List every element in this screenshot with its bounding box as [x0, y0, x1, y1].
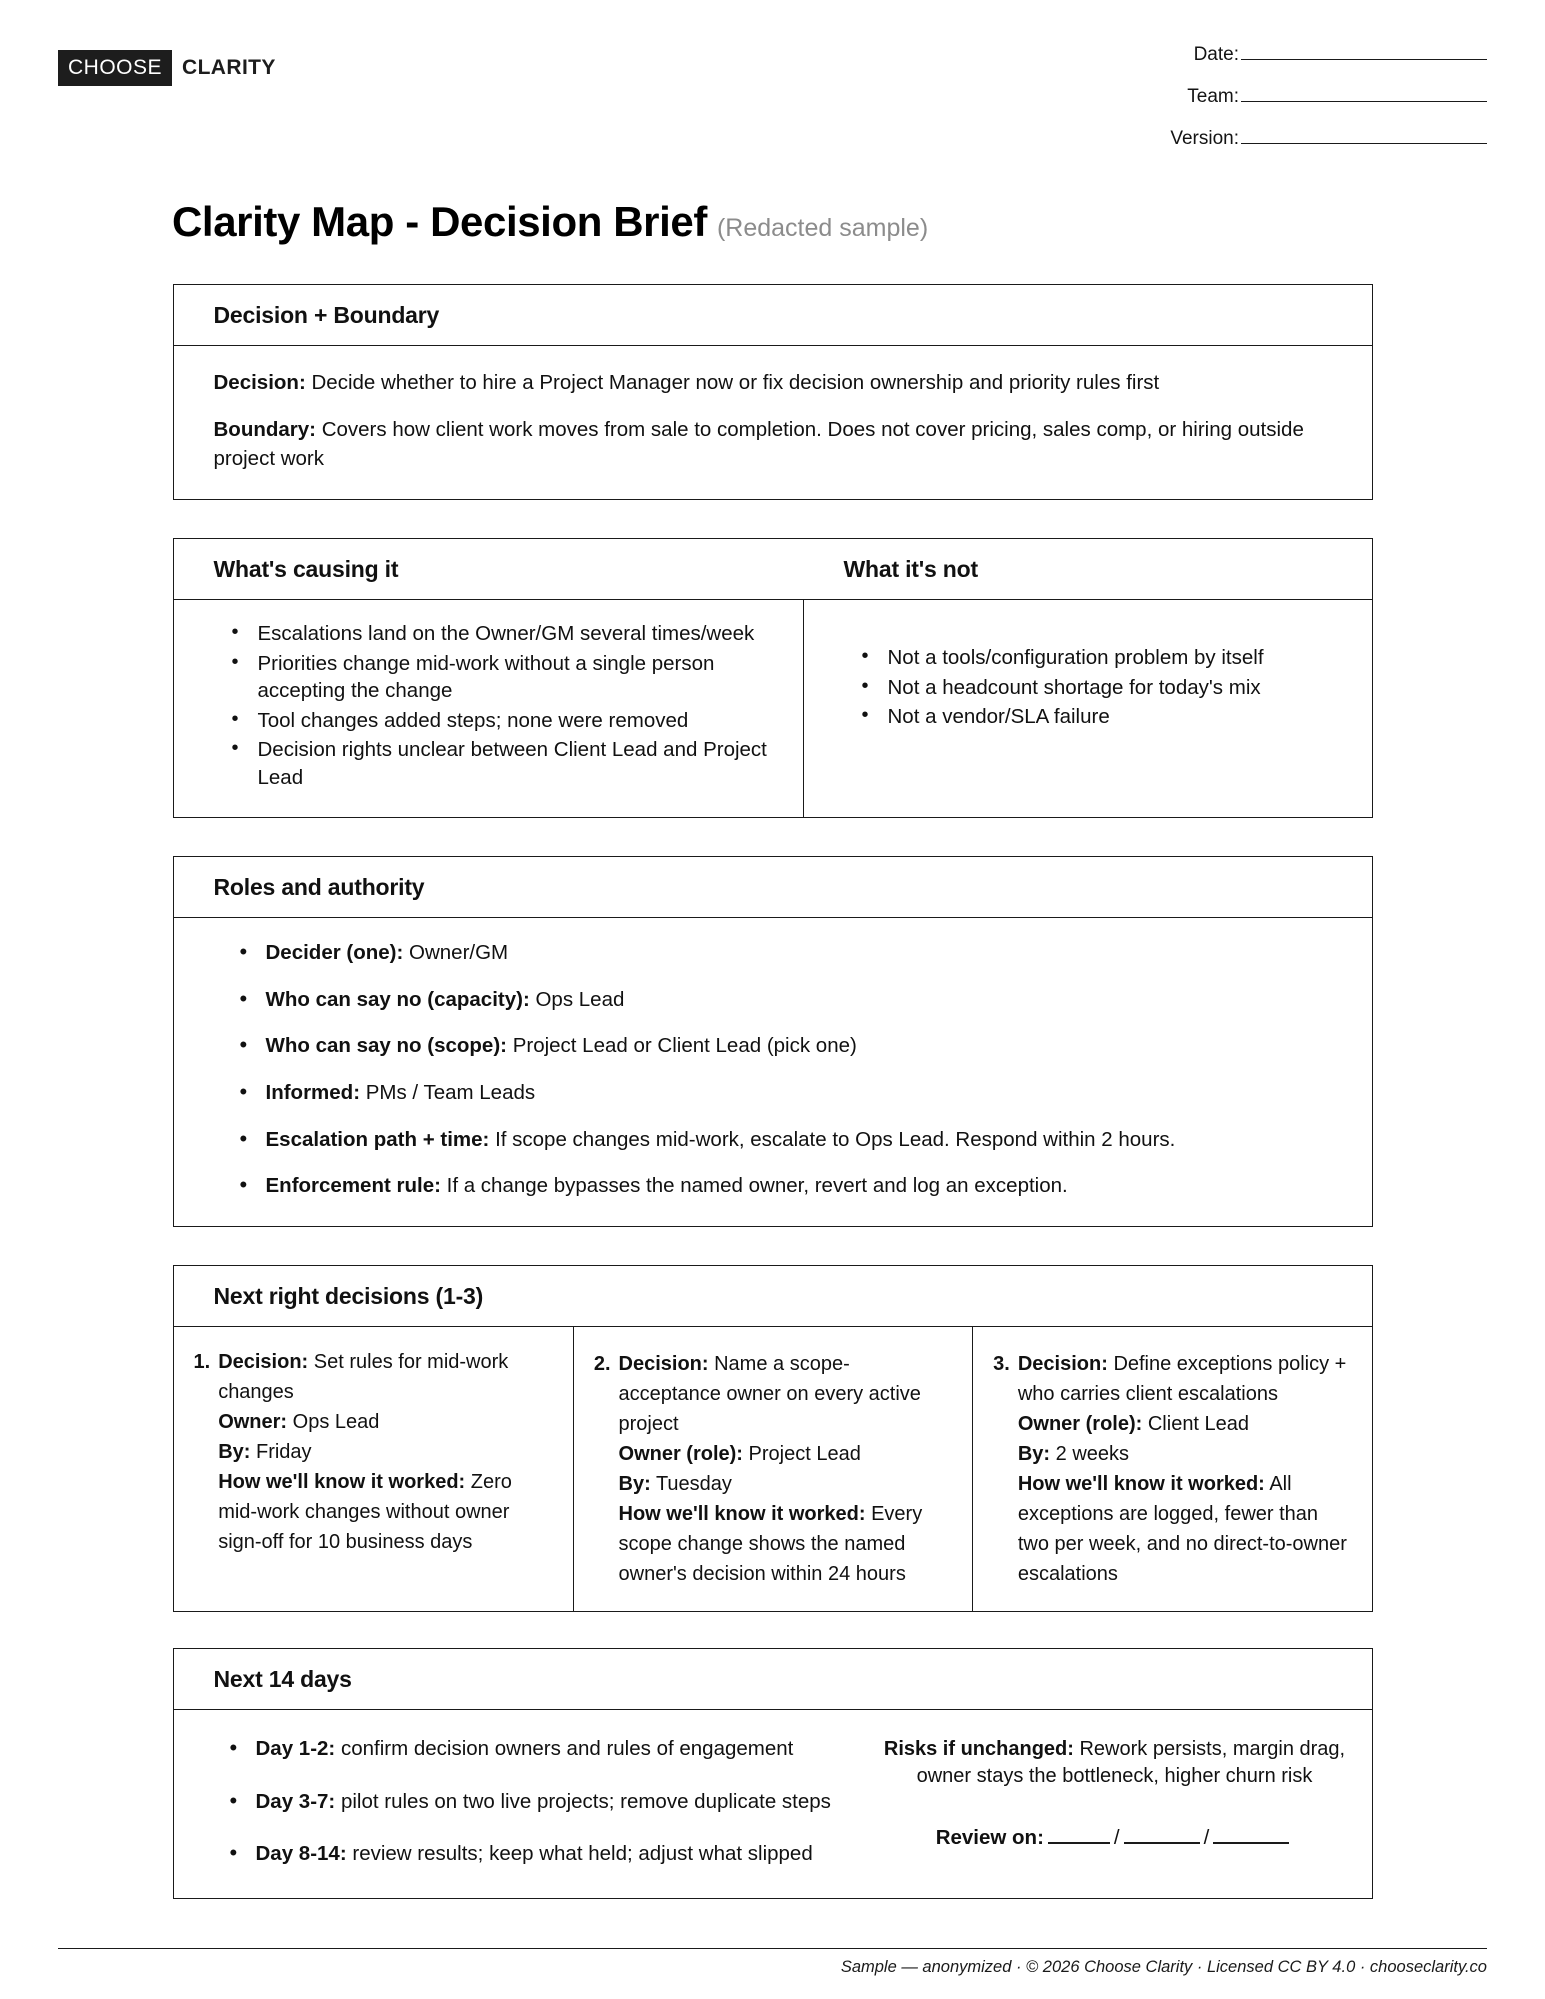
list-item: • Escalations land on the Owner/GM several times/week: [232, 620, 779, 647]
list-item: [238, 1080, 1332, 1107]
decision-number: 2.: [593, 1352, 611, 1375]
review-year-blank[interactable]: [1213, 1829, 1289, 1844]
know-value: Every scope change shows the named owner's decision within 24 hours: [618, 1502, 923, 1585]
decision-label: Decision:: [213, 371, 306, 394]
decision-body: [218, 1347, 551, 1557]
causes-column: [174, 600, 804, 817]
footer-text: Sample — anonymized · © 2026 Choose Clarity · Licensed CC BY 4.0 · chooseclarity.co: [840, 1958, 1487, 1976]
owner-value: Ops Lead: [292, 1410, 380, 1433]
day-label: Day 3-7:: [255, 1789, 336, 1813]
know-value: Zero mid-work changes without owner sign-off for 10 business days: [218, 1470, 512, 1553]
list-item: [238, 1173, 1332, 1200]
day-value: confirm decision owners and rules of engagement: [340, 1736, 794, 1760]
day-label: Day 8-14:: [255, 1842, 347, 1866]
decision-number: 3.: [993, 1352, 1010, 1375]
list-item: • Not a headcount shortage for today's mix: [862, 674, 1348, 701]
section-heading-causes: What's causing it: [213, 556, 399, 583]
boundary-text: Covers how client work moves from sale to completion. Does not cover pricing, sales comp, or hiring outside project work: [213, 418, 1304, 471]
not-column: [804, 600, 1372, 817]
decision-text: Set rules for mid-work changes: [218, 1350, 509, 1403]
meta-fields: [1170, 40, 1487, 150]
section-heading-next-14-days: Next 14 days: [174, 1649, 1372, 1710]
next-14-days-list-column: [174, 1710, 874, 1898]
role-value: If a change bypasses the named owner, revert and log an exception.: [440, 1174, 1068, 1198]
risks-and-review-column: [874, 1710, 1372, 1898]
date-label: Date:: [1193, 44, 1239, 65]
team-label: Team:: [1187, 86, 1239, 107]
section-body-next-14-days: [174, 1710, 1372, 1898]
decision-paragraph: [214, 368, 1332, 397]
spacer: [0, 500, 1545, 538]
review-on-field[interactable]: [884, 1824, 1346, 1852]
decision-card-3: [972, 1327, 1371, 1611]
review-day-blank[interactable]: [1124, 1829, 1200, 1844]
role-value: PMs / Team Leads: [365, 1081, 536, 1105]
role-value: Owner/GM: [403, 941, 509, 965]
page-title-sub: (Redacted sample): [716, 214, 929, 242]
decision-text: Name a scope-acceptance owner on every active project: [618, 1352, 921, 1435]
know-label: How we'll know it worked:: [218, 1470, 466, 1493]
role-label: Who can say no (scope):: [265, 1034, 507, 1058]
review-month-blank[interactable]: [1048, 1829, 1110, 1844]
decision-body: [619, 1349, 951, 1589]
version-blank-line[interactable]: [1241, 129, 1487, 144]
know-value: All exceptions are logged, fewer than two per week, and no direct-to-owner escalations: [1017, 1472, 1347, 1585]
by-value: Tuesday: [655, 1472, 732, 1495]
owner-label: Owner (role):: [618, 1442, 743, 1465]
list-item: [228, 1736, 858, 1763]
decision-text: Define exceptions policy + who carries client escalations: [1017, 1352, 1347, 1405]
owner-label: Owner (role):: [1017, 1412, 1143, 1435]
risks-paragraph: [884, 1736, 1346, 1790]
decision-card-2-decision: [594, 1349, 950, 1589]
section-body-roles: [174, 918, 1372, 1226]
list-item: • Decision rights unclear between Client Lead and Project Lead: [232, 736, 779, 791]
logo-mark: CHOOSE: [58, 50, 172, 86]
list-item: • Not a tools/configuration problem by itself: [862, 644, 1348, 671]
know-label: How we'll know it worked:: [1017, 1472, 1265, 1495]
roles-list: [214, 940, 1332, 1200]
section-heading-row: [174, 539, 1372, 600]
footer-divider: [58, 1948, 1487, 1949]
by-value: 2 weeks: [1055, 1442, 1130, 1465]
logo-wordmark: CLARITY: [182, 56, 276, 79]
list-item: • Not a vendor/SLA failure: [862, 703, 1348, 730]
decision-label: Decision:: [1017, 1352, 1108, 1375]
role-label: Escalation path + time:: [265, 1127, 490, 1151]
by-label: By:: [618, 1472, 651, 1495]
page-footer: [0, 1948, 1545, 1977]
date-field[interactable]: [1170, 44, 1487, 66]
by-value: Friday: [255, 1440, 312, 1463]
role-value: If scope changes mid-work, escalate to Ops Lead. Respond within 2 hours.: [495, 1127, 1176, 1151]
not-list: [828, 644, 1348, 730]
decision-card-2: [573, 1327, 972, 1611]
boundary-label: Boundary:: [213, 418, 316, 442]
role-label: Informed:: [265, 1081, 361, 1105]
day-label: Day 1-2:: [255, 1736, 336, 1760]
section-heading-decision-boundary: Decision + Boundary: [174, 285, 1372, 346]
day-value: pilot rules on two live projects; remove duplicate steps: [340, 1789, 831, 1813]
role-label: Who can say no (capacity):: [265, 987, 530, 1011]
decision-card-1-decision: [194, 1347, 551, 1557]
spacer: [0, 246, 1545, 284]
risks-value: Rework persists, margin drag, owner stays the bottleneck, higher churn risk: [916, 1737, 1346, 1788]
decision-number: 1.: [193, 1350, 211, 1373]
day-value: review results; keep what held; adjust what slipped: [352, 1842, 813, 1866]
review-on-label: Review on:: [935, 1826, 1044, 1850]
spacer: [0, 1612, 1545, 1648]
version-label: Version:: [1170, 128, 1239, 149]
by-label: By:: [1017, 1442, 1051, 1465]
team-blank-line[interactable]: [1241, 87, 1487, 102]
owner-label: Owner:: [218, 1410, 288, 1433]
date-blank-line[interactable]: [1241, 45, 1487, 60]
decision-body: [1018, 1349, 1350, 1589]
section-next-right-decisions: [173, 1265, 1373, 1612]
section-body-next-decisions: [174, 1327, 1372, 1611]
section-roles-authority: [173, 856, 1373, 1227]
list-item: • Priorities change mid-work without a single person accepting the change: [232, 650, 779, 705]
know-label: How we'll know it worked:: [618, 1502, 866, 1525]
page-header: [0, 0, 1545, 150]
decision-label: Decision:: [218, 1350, 309, 1373]
next-14-days-list: [204, 1736, 858, 1868]
section-heading-next-decisions: Next right decisions (1-3): [174, 1266, 1372, 1327]
role-label: Enforcement rule:: [265, 1174, 441, 1198]
section-causes-and-not: [173, 538, 1373, 818]
section-next-14-days: [173, 1648, 1373, 1899]
role-value: Project Lead or Client Lead (pick one): [512, 1034, 857, 1058]
section-body-decision-boundary: [174, 346, 1372, 499]
owner-value: Client Lead: [1147, 1412, 1250, 1435]
boundary-paragraph: [214, 415, 1332, 473]
by-label: By:: [218, 1440, 251, 1463]
list-item: [238, 1033, 1332, 1060]
review-separator-2: /: [1203, 1826, 1210, 1850]
list-item: [238, 1127, 1332, 1154]
decision-card-1: [174, 1327, 573, 1611]
owner-value: Project Lead: [748, 1442, 861, 1465]
brand-logo: [58, 50, 276, 86]
page-title: [0, 150, 1545, 246]
list-item: [238, 987, 1332, 1014]
role-value: Ops Lead: [535, 987, 625, 1011]
risks-label: Risks if unchanged:: [883, 1737, 1074, 1760]
review-separator-1: /: [1113, 1826, 1120, 1850]
section-decision-boundary: [173, 284, 1373, 500]
spacer: [0, 818, 1545, 856]
section-heading-roles: Roles and authority: [174, 857, 1372, 918]
section-body-causes-and-not: [174, 600, 1372, 817]
version-field[interactable]: [1170, 128, 1487, 150]
section-heading-not: What it's not: [843, 556, 978, 583]
list-item: [228, 1789, 858, 1816]
causes-list: [198, 620, 779, 791]
list-item: [228, 1841, 858, 1868]
role-label: Decider (one):: [265, 941, 404, 965]
decision-text: Decide whether to hire a Project Manager now or fix decision ownership and priority rules first: [311, 371, 1160, 394]
spacer: [0, 1227, 1545, 1265]
decision-card-3-decision: [993, 1349, 1349, 1589]
list-item: [238, 940, 1332, 967]
decision-label: Decision:: [618, 1352, 709, 1375]
page-title-main: Clarity Map - Decision Brief: [172, 198, 707, 245]
list-item: • Tool changes added steps; none were removed: [232, 707, 779, 734]
team-field[interactable]: [1170, 86, 1487, 108]
